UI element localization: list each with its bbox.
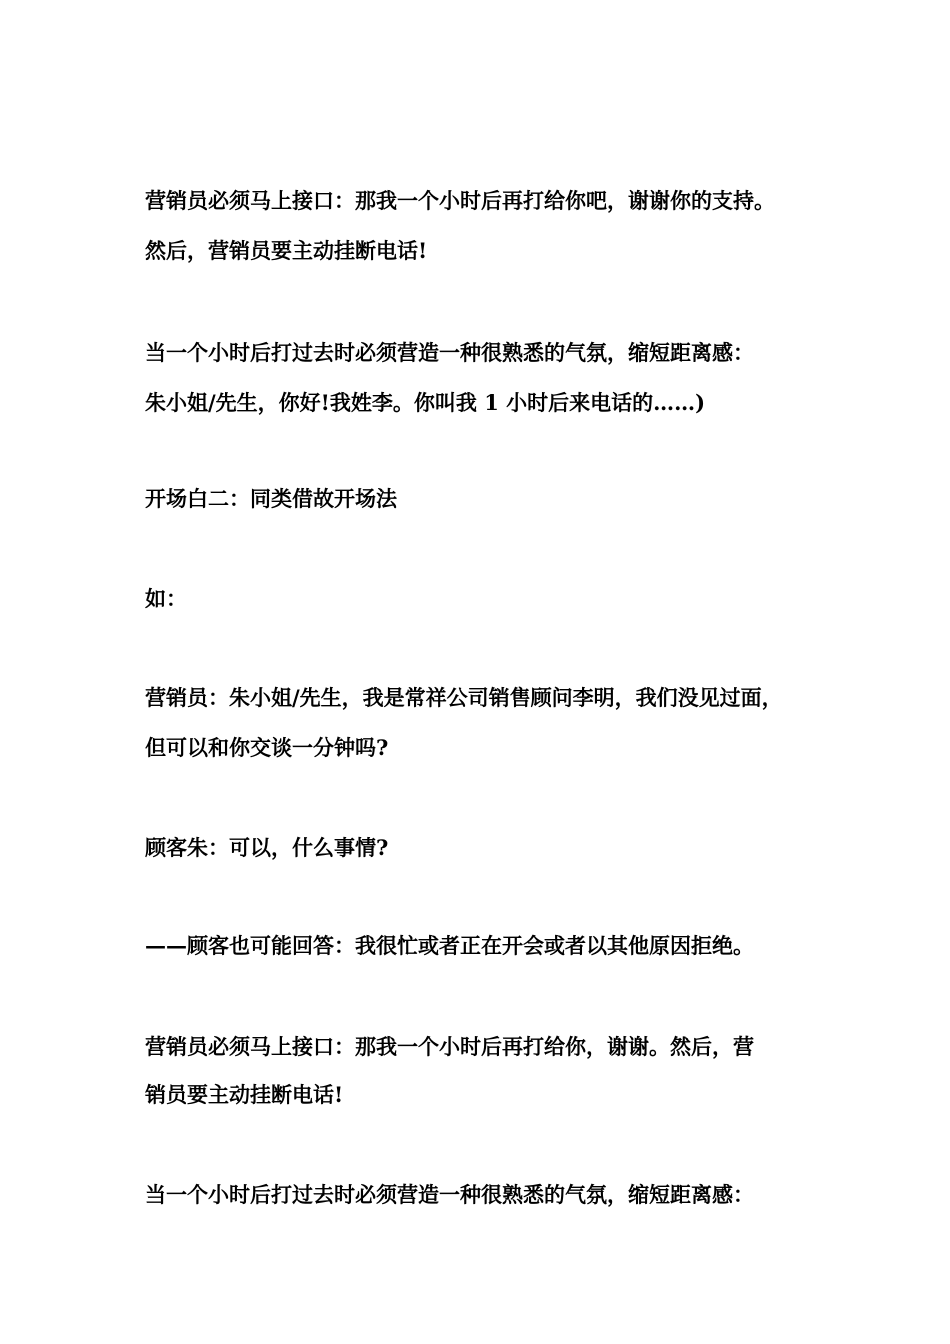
paragraph-line: 营销员必须马上接口：那我一个小时后再打给你，谢谢。然后，营 — [145, 1034, 754, 1059]
paragraph-line: 营销员必须马上接口：那我一个小时后再打给你吧，谢谢你的支持。 — [145, 188, 775, 213]
paragraph-line: 如： — [145, 586, 187, 611]
paragraph-line: 顾客朱：可以，什么事情? — [145, 835, 389, 860]
section-heading: 开场白二：同类借故开场法 — [145, 486, 397, 511]
paragraph-line: ——顾客也可能回答：我很忙或者正在开会或者以其他原因拒绝。 — [145, 933, 754, 958]
paragraph-line: 当一个小时后打过去时必须营造一种很熟悉的气氛，缩短距离感： — [145, 1182, 754, 1207]
paragraph-line: 然后，营销员要主动挂断电话! — [145, 238, 428, 263]
paragraph-line: 销员要主动挂断电话! — [145, 1082, 344, 1107]
paragraph-line: 朱小姐/先生，你好!我姓李。你叫我 1 小时后来电话的……) — [145, 390, 706, 415]
paragraph-line: 但可以和你交谈一分钟吗? — [145, 735, 389, 760]
paragraph-line: 营销员：朱小姐/先生，我是常祥公司销售顾问李明，我们没见过面， — [145, 685, 783, 710]
paragraph-line: 当一个小时后打过去时必须营造一种很熟悉的气氛，缩短距离感： — [145, 340, 754, 365]
